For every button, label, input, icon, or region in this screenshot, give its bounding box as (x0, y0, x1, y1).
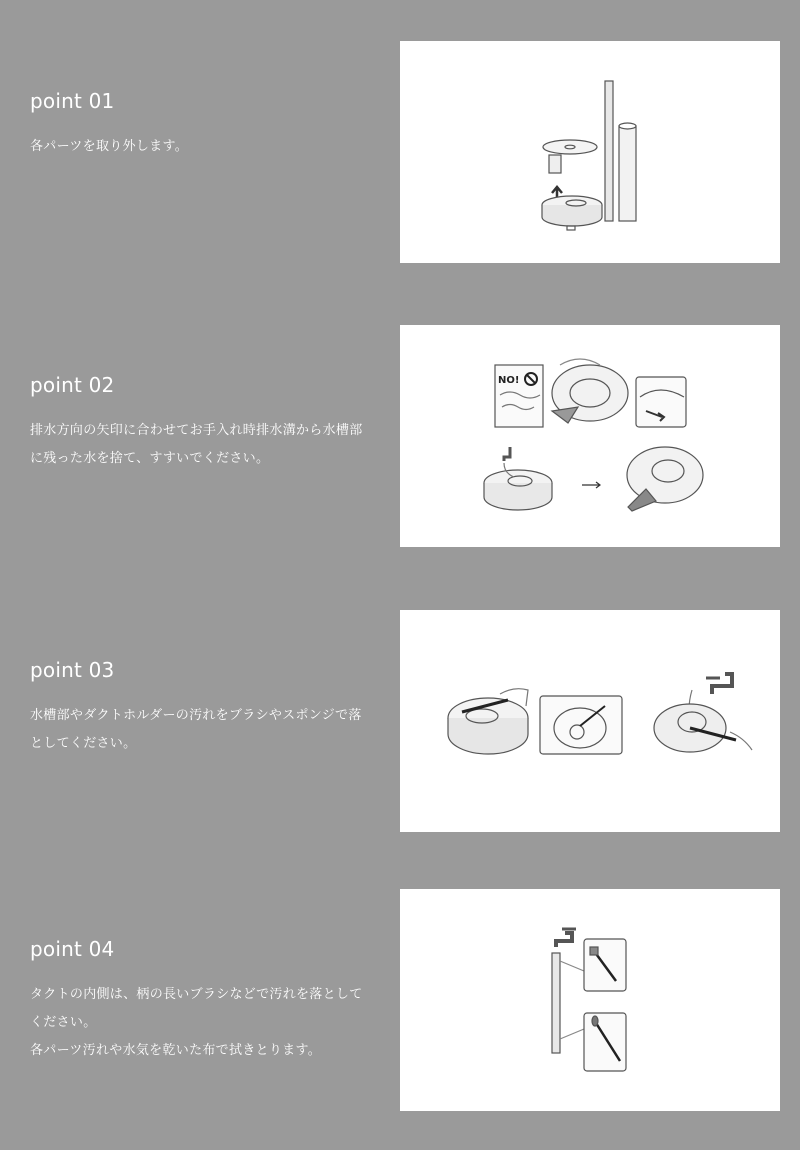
cleaning-duct-illustration (400, 889, 780, 1111)
step-title: point 01 (30, 89, 115, 113)
step-3 (0, 610, 800, 832)
step-1 (0, 41, 800, 263)
step-description-line: としてください。 (30, 736, 137, 751)
disassembled-parts-illustration (400, 41, 780, 263)
step-description-line: 排水方向の矢印に合わせてお手入れ時排水溝から水槽部 (30, 423, 363, 438)
brushing-tank-illustration (400, 610, 780, 832)
step-description (30, 702, 390, 758)
no-badge: NO! (498, 375, 520, 386)
step-description-line: タクトの内側は、柄の長いブラシなどで汚れを落として (30, 987, 363, 1002)
step-description-line: 各パーツを取り外します。 (30, 139, 189, 154)
step-description-line: に残った水を捨て、すすいでください。 (30, 451, 270, 466)
step-description-line: ください。 (30, 1015, 97, 1030)
step-description (30, 981, 390, 1065)
step-title: point 04 (30, 937, 115, 961)
step-description-line: 水槽部やダクトホルダーの汚れをブラシやスポンジで落 (30, 708, 362, 723)
illustration-panel (400, 41, 780, 263)
illustration-panel (400, 610, 780, 832)
step-2 (0, 325, 800, 547)
step-4 (0, 889, 800, 1111)
draining-tank-illustration (400, 325, 780, 547)
step-title: point 03 (30, 658, 115, 682)
illustration-panel (400, 325, 780, 547)
step-description (30, 417, 390, 473)
step-title: point 02 (30, 373, 115, 397)
step-description-line: 各パーツ汚れや水気を乾いた布で拭きとります。 (30, 1043, 322, 1058)
illustration-panel (400, 889, 780, 1111)
step-description (30, 133, 390, 161)
